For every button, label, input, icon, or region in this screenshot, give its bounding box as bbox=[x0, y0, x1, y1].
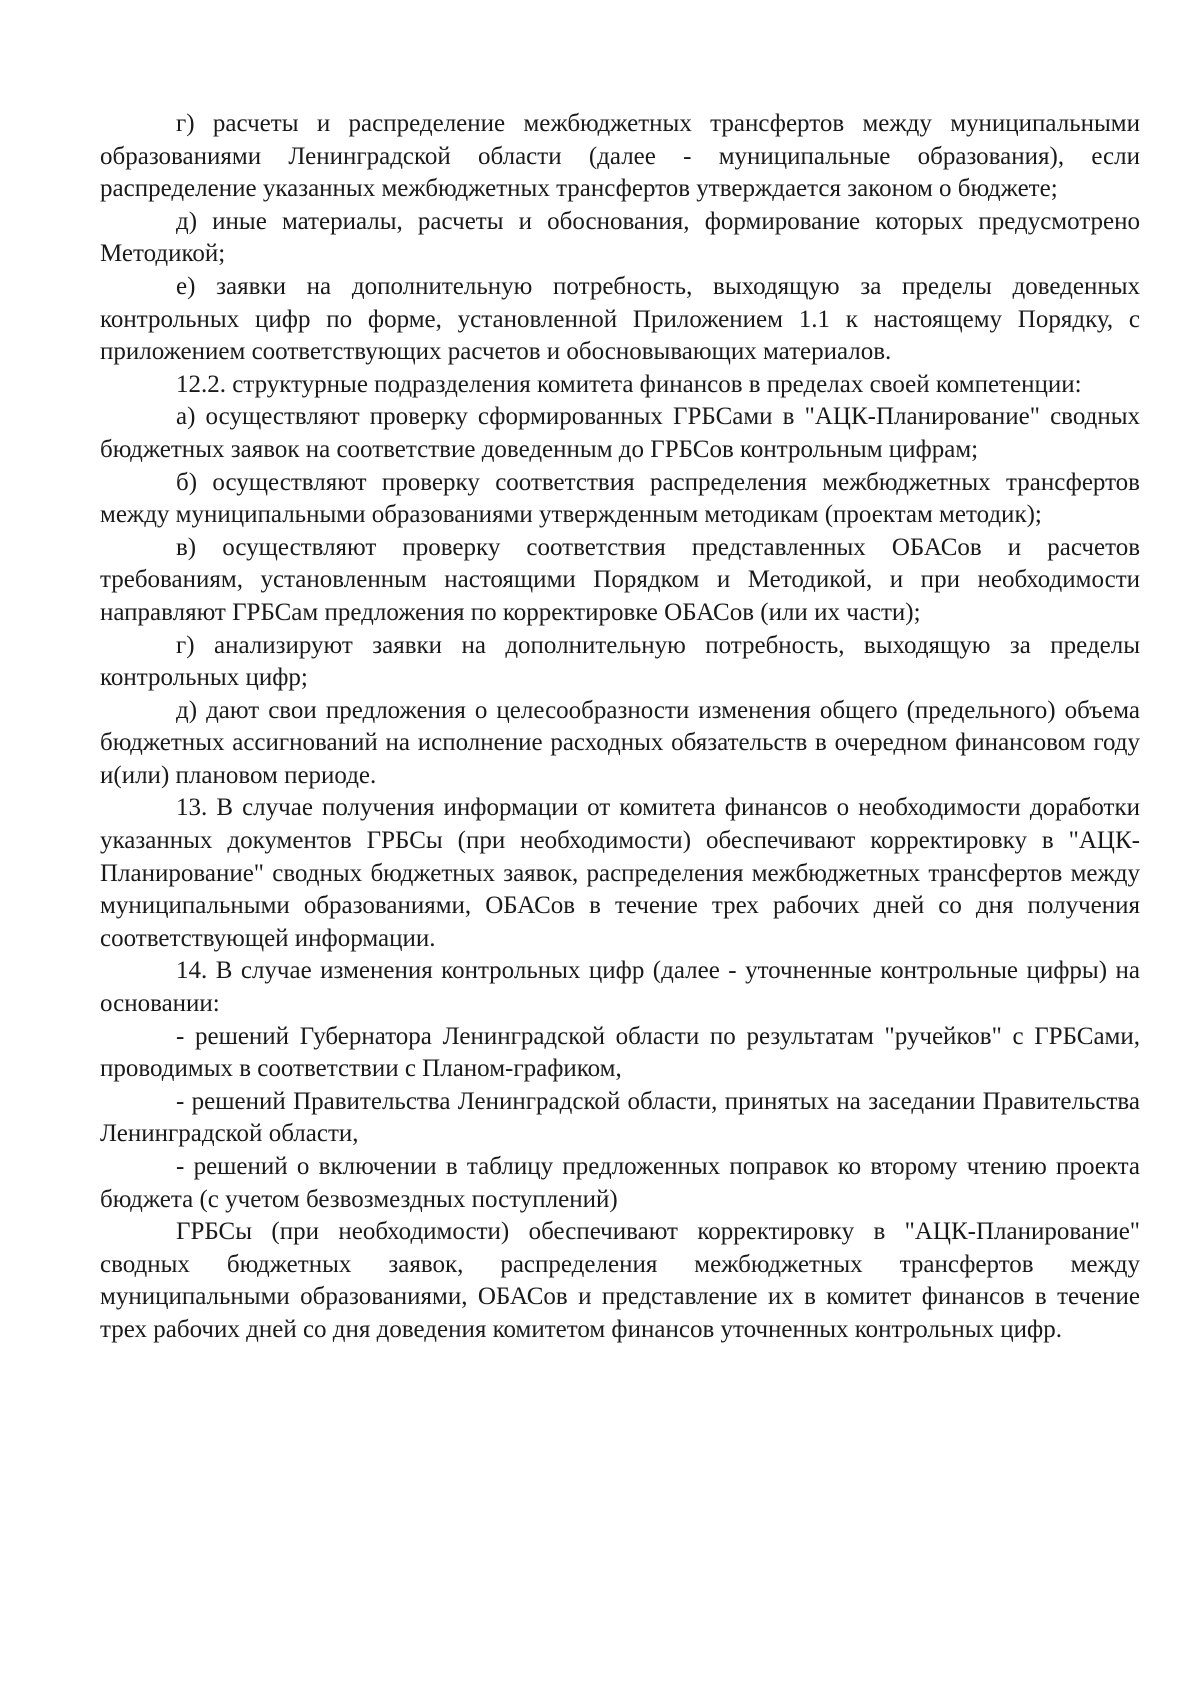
paragraph-item-d-other-materials: д) иные материалы, расчеты и обоснования, формирование которых предусмотрено Методикой; bbox=[100, 207, 1140, 268]
paragraph-item-g-inter-budget-transfers: г) расчеты и распределение межбюджетных трансфертов между муниципальными образованиями Ленинградской области (далее - муниципальные образования), если распределение указанных межбюджетных трансфертов утверждается законом о бюджете; bbox=[100, 110, 1140, 203]
paragraph-item-e-additional-requests: е) заявки на дополнительную потребность, выходящую за пределы доведенных контрольных цифр по форме, установленной Приложением 1.1 к настоящему Порядку, с приложением соответствующих расчетов и обосновывающих материалов. bbox=[100, 272, 1140, 366]
paragraph-grbs-corrections: ГРБСы (при необходимости) обеспечивают корректировку в "АЦК-Планирование" сводных бюджетных заявок, распределения межбюджетных трансфертов между муниципальными образованиями, ОБАСов и представление их в комитет финансов в течение трех рабочих дней со дня доведения комитетом финансов уточненных контрольных цифр. bbox=[100, 1218, 1140, 1343]
paragraph-14-control-figures-change: 14. В случае изменения контрольных цифр (далее - уточненные контрольные цифры) на основании: bbox=[100, 957, 1140, 1018]
paragraph-12-2-finance-committee-units: 12.2. структурные подразделения комитета финансов в пределах своей компетенции: bbox=[176, 370, 1082, 398]
paragraph-13-rework: 13. В случае получения информации от комитета финансов о необходимости доработки указанных документов ГРБСы (при необходимости) обеспечивают корректировку в "АЦК-Планирование" сводных бюджетных заявок, распределения межбюджетных трансфертов между муниципальными образованиями, ОБАСов в течение трех рабочих дней со дня получения соответствующей информации. bbox=[100, 794, 1140, 952]
paragraph-list-amendments-decisions: - решений о включении в таблицу предложенных поправок ко второму чтению проекта бюджета (с учетом безвозмездных поступлений) bbox=[100, 1153, 1140, 1213]
paragraph-list-governor-decisions: - решений Губернатора Ленинградской области по результатам "ручейков" с ГРБСами, проводимых в соответствии с Планом-графиком, bbox=[100, 1022, 1140, 1083]
paragraph-item-b-check-transfer-distribution: б) осуществляют проверку соответствия распределения межбюджетных трансфертов между муниципальными образованиями утвержденным методикам (проектам методик); bbox=[100, 468, 1140, 529]
paragraph-item-v-check-obas: в) осуществляют проверку соответствия представленных ОБАСов и расчетов требованиям, установленным настоящими Порядком и Методикой, и при необходимости направляют ГРБСам предложения по корректировке ОБАСов (или их части); bbox=[100, 533, 1140, 626]
document-body bbox=[100, 108, 1140, 1347]
paragraph-list-government-decisions: - решений Правительства Ленинградской области, принятых на заседании Правительства Ленинградской области, bbox=[100, 1087, 1140, 1148]
paragraph-item-d-proposals: д) дают свои предложения о целесообразности изменения общего (предельного) объема бюджетных ассигнований на исполнение расходных обязательств в очередном финансовом году и(или) плановом периоде. bbox=[100, 696, 1140, 789]
paragraph-item-a-check-budget-requests: а) осуществляют проверку сформированных ГРБСами в "АЦК-Планирование" сводных бюджетных заявок на соответствие доведенным до ГРБСов контрольным цифрам; bbox=[100, 403, 1140, 463]
paragraph-item-g-analyze-requests: г) анализируют заявки на дополнительную потребность, выходящую за пределы контрольных цифр; bbox=[100, 631, 1140, 692]
